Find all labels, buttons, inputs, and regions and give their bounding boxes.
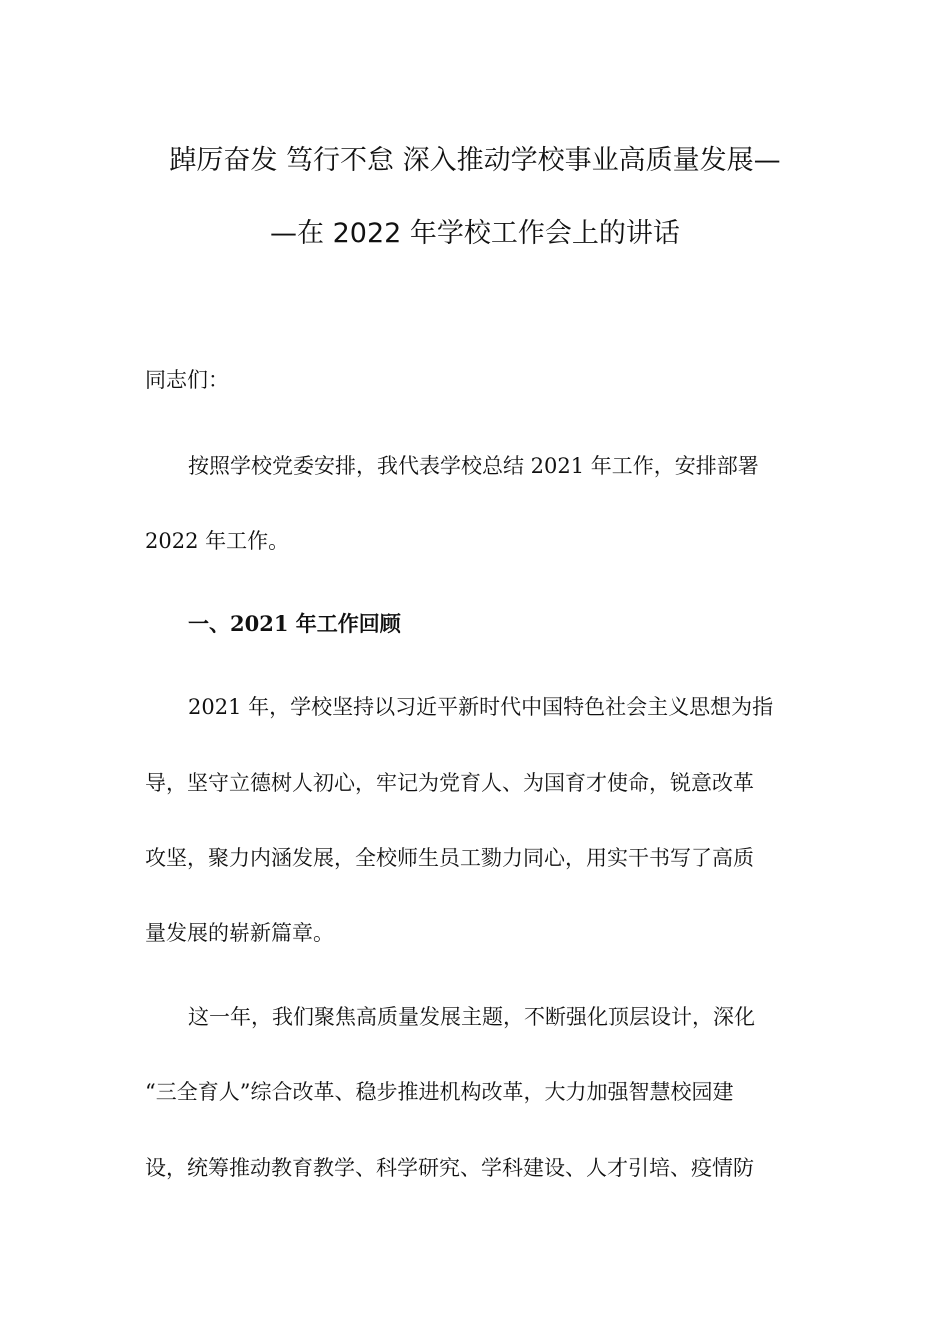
- paragraph-line: 量发展的崭新篇章。: [145, 921, 334, 945]
- paragraph-line: 设，统筹推动教育教学、科学研究、学科建设、人才引培、疫情防: [145, 1156, 754, 1180]
- title-line-1: 踔厉奋发 笃行不怠 深入推动学校事业高质量发展—: [169, 145, 781, 176]
- paragraph-line: 导，坚守立德树人初心，牢记为党育人、为国育才使命，锐意改革: [145, 771, 754, 795]
- paragraph-line: 按照学校党委安排，我代表学校总结 2021 年工作，安排部署: [188, 454, 759, 478]
- paragraph-line: 2021 年，学校坚持以习近平新时代中国特色社会主义思想为指: [188, 695, 774, 719]
- paragraph-line: “三全育人”综合改革、稳步推进机构改革，大力加强智慧校园建: [145, 1080, 734, 1104]
- paragraph-line: 2022 年工作。: [145, 529, 290, 553]
- paragraph-line: 攻坚，聚力内涵发展，全校师生员工勠力同心，用实干书写了高质: [145, 846, 754, 870]
- salutation: 同志们：: [145, 368, 229, 392]
- paragraph-line: 这一年，我们聚焦高质量发展主题，不断强化顶层设计，深化: [188, 1005, 755, 1029]
- section-heading: 一、2021 年工作回顾: [188, 611, 401, 636]
- title-line-2: —在 2022 年学校工作会上的讲话: [270, 218, 680, 249]
